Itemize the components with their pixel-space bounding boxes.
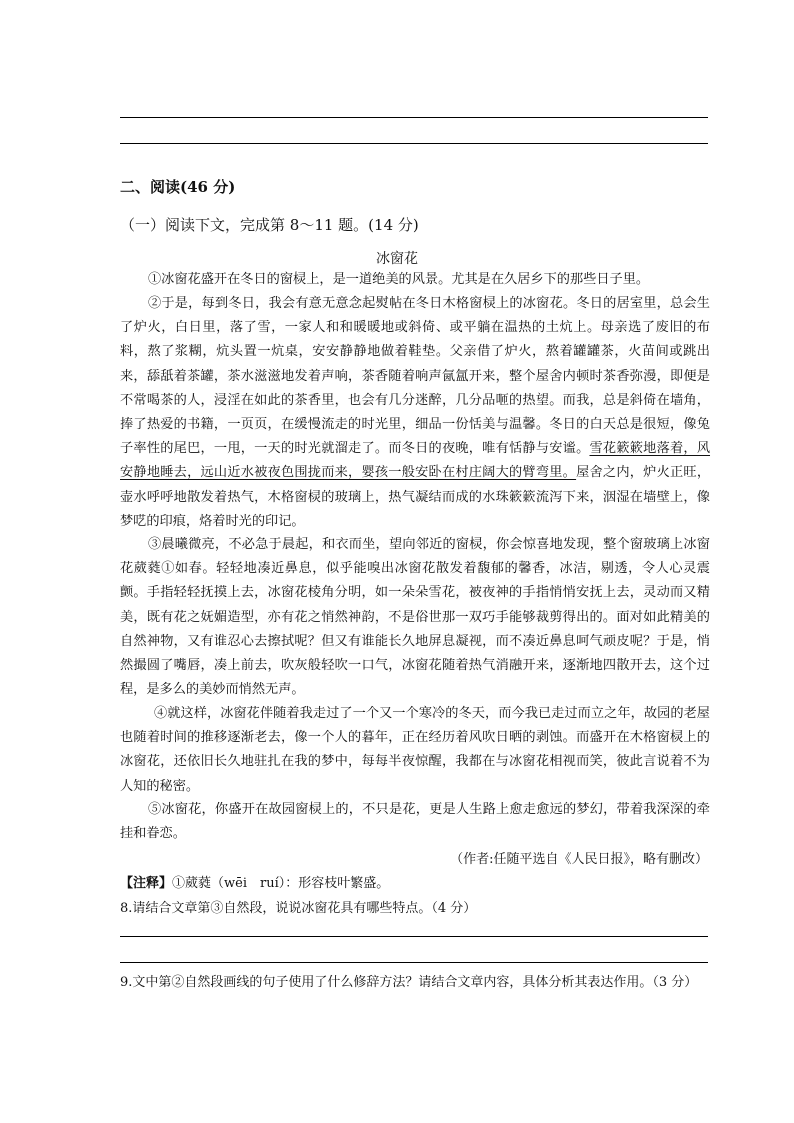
annotation-label: 【注释】 [120, 876, 173, 891]
annotation-text: ①葳蕤（wēi ruí）：形容枝叶繁盛。 [172, 876, 390, 891]
paragraph-2-text: ②于是，每到冬日，我会有意无意念起熨帖在冬日木格窗棂上的冰窗花。冬日的居室里，总会生了炉火，白日里，落了雪，一家人和和暖暖地或斜倚、或平躺在温热的土炕上。母亲选了废旧的布料，熬了浆糊，炕头置一炕桌，安安静静地做着鞋垫。父亲借了炉火，熬着罐罐茶，火苗间或跳出来，舔舐着茶罐，茶水滋滋地发着声响，茶香随着响声氤氲开来，整个屋舍内顿时茶香弥漫，即便是不常喝茶的人，浸淫在如此的茶香里，也会有几分迷醉，几分品咂的热望。而我，总是斜倚在墙角，捧了热爱的书籍，一页页，在缓慢流走的时光里，细品一份恬美与温馨。冬日的白天总是很短，像兔子率性的尾巴，一甩，一天的时光就溜走了。而冬日的夜晚，唯有恬静与安谧。 [120, 296, 710, 457]
paragraph-2 [120, 292, 710, 534]
annotation [120, 872, 389, 891]
article-source: （作者:任随平选自《人民日报》，略有删改） [450, 852, 708, 867]
section-subtitle: （一）阅读下文，完成第 8～11 题。(14 分) [120, 216, 419, 234]
answer-line [120, 936, 708, 937]
question-8: 8.请结合文章第③自然段，说说冰窗花具有哪些特点。（4 分） [120, 901, 477, 916]
paragraph-1: ①冰窗花盛开在冬日的窗棂上，是一道绝美的风景。尤其是在久居乡下的那些日子里。 [148, 272, 650, 287]
paragraph-2-text-end: 屋舍之内，炉火正旺，壶水呼呼地散发着热气，木格窗棂的玻璃上，热气凝结而成的水珠簌簌流泻下来，洇湿在墙壁上，像梦呓的印痕，烙着时光的印记。 [120, 465, 711, 529]
answer-line [120, 143, 708, 144]
paragraph-4: ④就这样，冰窗花伴随着我走过了一个又一个寒冷的冬天，而今我已走过而立之年，故园的老屋也随着时间的推移逐渐老去，像一个人的暮年，正在经历着风吹日晒的剥蚀。而盛开在木格窗棂上的冰窗花，还依旧长久地驻扎在我的梦中，每每半夜惊醒，我都在与冰窗花相视而笑，彼此言说着不为人知的秘密。 [120, 706, 710, 794]
paragraph-5: ⑤冰窗花，你盛开在故园窗棂上的，不只是花，更是人生路上愈走愈远的梦幻，带着我深深的牵挂和眷恋。 [120, 802, 710, 842]
section-title: 二、阅读(46 分) [120, 178, 236, 196]
article-title: 冰窗花 [376, 251, 418, 267]
question-9: 9.文中第②自然段画线的句子使用了什么修辞方法？请结合文章内容，具体分析其表达作用。（3 分） [120, 975, 698, 990]
answer-line [120, 117, 708, 118]
answer-line [120, 962, 708, 963]
underlined-sentence: 雪花簌簌地落着，风安静地睡去，远山近水被夜色围拢而来，婴孩一般安卧在村庄阔大的臂弯里。 [120, 441, 711, 481]
paragraph-3: ③晨曦微亮，不必急于晨起，和衣而坐，望向邻近的窗棂，你会惊喜地发现，整个窗玻璃上冰窗花葳蕤①如春。轻轻地凑近鼻息，似乎能嗅出冰窗花散发着馥郁的馨香，冰洁，剔透，令人心灵震颤。手指轻轻抚摸上去，冰窗花棱角分明，如一朵朵雪花，被夜神的手指悄悄安抚上去，灵动而又精美，既有花之妩媚造型，亦有花之悄然神韵，不是俗世那一双巧手能够裁剪得出的。面对如此精美的自然神物，又有谁忍心去擦拭呢？但又有谁能长久地屏息凝视，而不凑近鼻息呵气顽皮呢？于是，悄然撮圆了嘴唇，凑上前去，吹灰般轻吹一口气，冰窗花随着热气消融开来，逐渐地四散开去，这个过程，是多么的美妙而悄然无声。 [120, 537, 710, 698]
